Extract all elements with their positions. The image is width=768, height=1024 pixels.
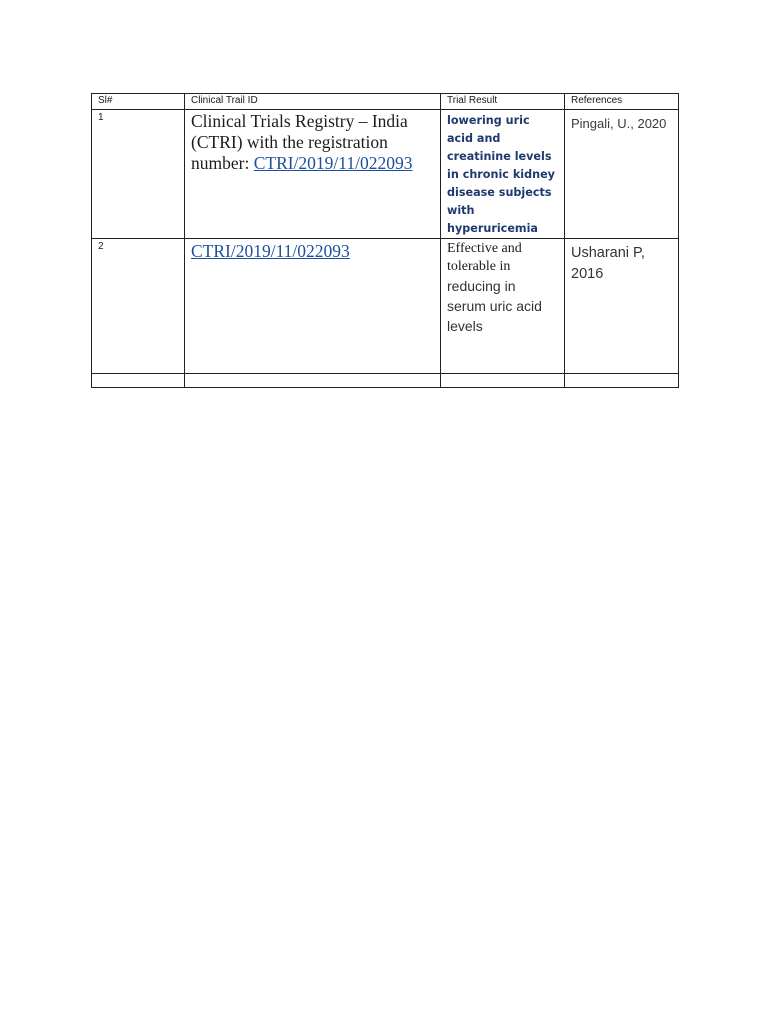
row-number: 2 <box>98 241 104 252</box>
cell-trial-id <box>185 239 441 374</box>
trial-result-text-part1: Effective and tolerable in <box>447 241 522 274</box>
header-trial-result: Trial Result <box>441 94 565 110</box>
cell-empty <box>441 374 565 388</box>
header-sl: Sl# <box>92 94 185 110</box>
table-row <box>92 239 679 374</box>
cell-trial-result <box>441 110 565 239</box>
reference-text: Pingali, U., 2020 <box>571 116 667 131</box>
cell-empty <box>565 374 679 388</box>
row-number: 1 <box>98 112 104 123</box>
table-row-empty <box>92 374 679 388</box>
reference-text: Usharani P, 2016 <box>571 245 645 282</box>
cell-empty <box>185 374 441 388</box>
table-header-row <box>92 94 679 110</box>
trial-registration-link[interactable]: CTRI/2019/11/022093 <box>253 153 413 173</box>
cell-trial-result <box>441 239 565 374</box>
trial-registration-link[interactable]: CTRI/2019/11/022093 <box>191 241 350 261</box>
cell-sl <box>92 239 185 374</box>
cell-reference <box>565 110 679 239</box>
cell-empty <box>92 374 185 388</box>
clinical-trials-table <box>91 93 679 388</box>
cell-trial-id <box>185 110 441 239</box>
trial-result-text: lowering uric acid and creatinine levels in chronic kidney disease subjects with hyperuricemia <box>447 114 555 235</box>
cell-reference <box>565 239 679 374</box>
header-clinical-trial-id: Clinical Trail ID <box>185 94 441 110</box>
trial-result-text-part2: reducing in serum uric acid levels <box>447 278 542 334</box>
trial-id-description: Clinical Trials Registry – India (CTRI) with the registration number: <box>191 111 408 173</box>
table-row <box>92 110 679 239</box>
cell-sl <box>92 110 185 239</box>
header-references: References <box>565 94 679 110</box>
